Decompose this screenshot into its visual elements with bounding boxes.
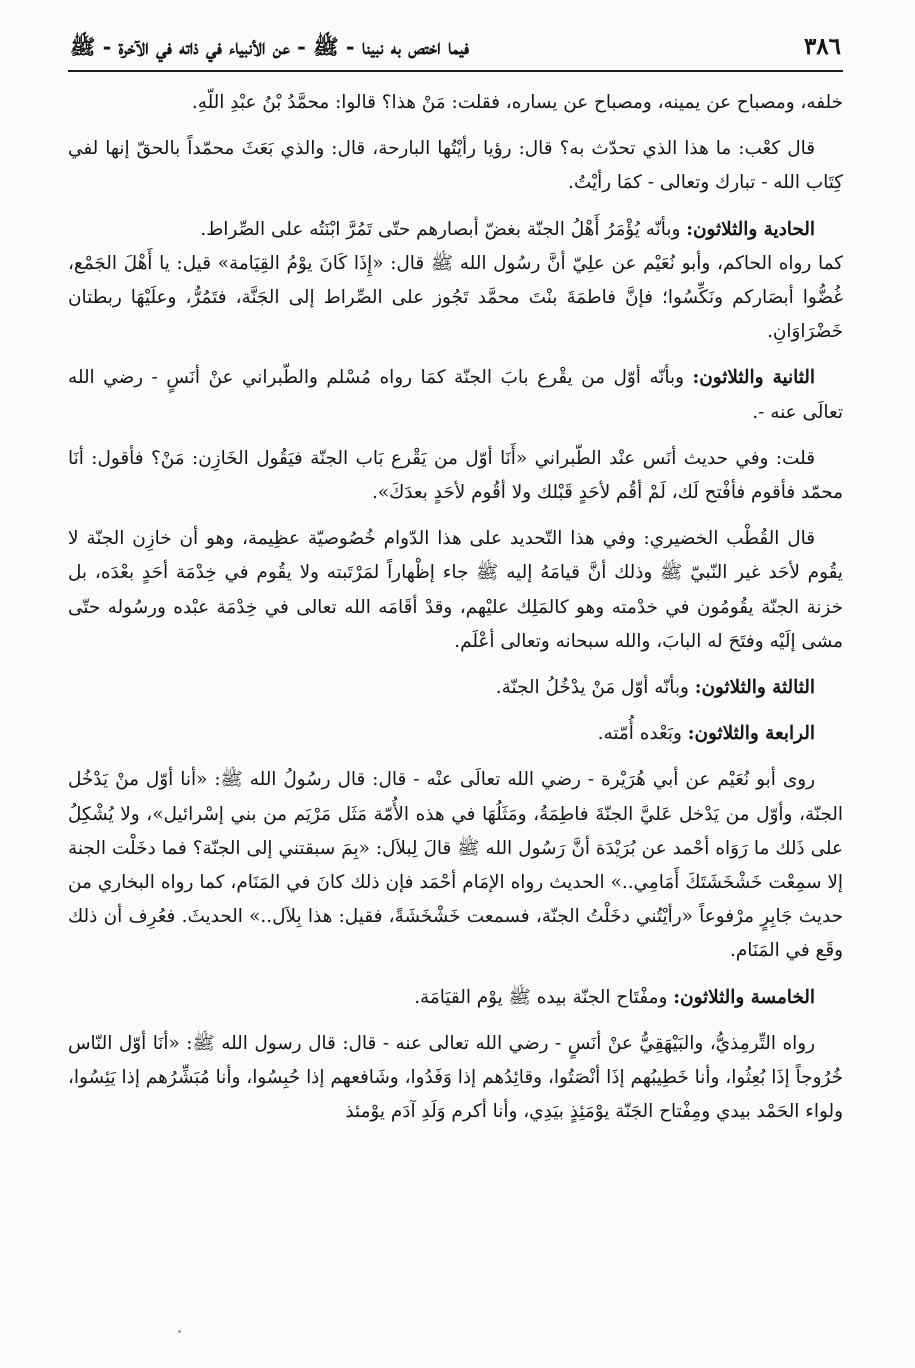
paragraph xyxy=(68,86,843,120)
paragraph-text: قال كعْب: ما هذا الذي تحدّث به؟ قال: رؤيا رأيْتُها البارحة، قال: والذي بَعَثَ محمّداً بالحقّ إنها لفي كِتَاب الله - تبارك وتعالى - كمَا رأيْتُ. xyxy=(68,138,843,194)
body-text xyxy=(68,86,843,1129)
paragraph xyxy=(68,247,843,350)
paragraph xyxy=(68,522,843,659)
running-header xyxy=(68,30,843,68)
section-heading: الخامسة والثلاثون: xyxy=(673,986,815,1008)
paragraph xyxy=(68,442,843,510)
paragraph-text: وبأنّه يُؤْمَرُ أَهْلُ الجنّة بغضّ أبصارهم حتّى تَمُرَّ ابْنَتُه على الصِّراط. xyxy=(200,218,687,240)
paragraph-text: رواه التِّرمِذيُّ، والبَيْهَقِيُّ عنْ أنَسٍ - رضي الله تعالى عنه - قال: قال رسول الله ﷺ: «أنَا أوّل النّاس خُرُوجاً إذَا بُعِثُوا، وأنا خَطِيبُهم إذَا أنْصَتُوا، وقائِدُهم إذا وَفَدُوا، وشَافعهم إذا حُبِسُوا، وأنا مُبَشِّرُهم إذا يَئِسُوا، ولواء الحَمْد بيدي ومِفْتاح الجَنّة يوْمَئِذٍ بيَدِي، وأنا أكرم وَلَدِ آدَم يوْمئذ xyxy=(68,1032,843,1123)
paragraph xyxy=(68,1027,843,1130)
section-paragraph xyxy=(68,717,843,751)
paragraph-text: كما رواه الحاكم، وأبو نُعَيْم عن علِيّ أنَّ رسُول الله ﷺ قال: «إِذَا كَانَ يوْمُ القِيَامة» قيل: يا أَهْلَ الجَمْع، غُضُّوا أبصَاركم ونَكِّسُوا؛ فإنَّ فاطمَةَ بنْتَ محمَّد تَجُوز على الصِّراط إلى الجَنَّة، فتَمُرُّ، وعلَيْهَا ربطتان خَضْرَاوَانِ. xyxy=(68,252,843,343)
paragraph-text: وبَعْده أُمّته. xyxy=(597,723,688,745)
paragraph-text: وبأنّه أوّل مَنْ يدْخُلُ الجنّة. xyxy=(495,677,695,699)
section-paragraph xyxy=(68,213,843,247)
paragraph xyxy=(68,132,843,200)
section-heading: الثانية والثلاثون: xyxy=(692,367,815,389)
paragraph-text: ومفْتَاح الجنّة بيده ﷺ يوْم القيَامَة. xyxy=(414,986,674,1008)
paragraph-text: روى أبو نُعَيْم عن أبي هُرَيْرة - رضي الله تعالَى عنْه - قال: قال رسُولُ الله ﷺ: «أنا أوّل منْ يَدْخُل الجنّة، وأوّل من يَدْخل عَليَّ الجنّةَ فاطِمَةُ، ومَثَلُهَا في هذه الأُمّة مَثَل مَرْيَم من بني إسْرائيل»، ولا يُشْكِلُ على ذَلك ما رَوَاه أحْمد عن بُرَيْدَة أنَّ رَسُول الله ﷺ قالَ لِبلاَل: «بِمَ سبقتني إلى الجنّة؟ فما دخَلْت الجنة إلا سمِعْت خَشْخَشَتَكَ أَمَامِي..» الحديث رواه الإمَام أحْمَد فإن ذلك كانَ في المَنَام، كما رواه البخاري من حديث جَابِرٍ مرْفوعاً «رأيْتُني دخَلْتُ الجنّة، فسمعت خَشْخَشَةً، فقيل: هذا بِلاَل..» الحديثَ. فعُرِف أن ذلك وقَع في المَنَام. xyxy=(68,769,843,962)
paragraph xyxy=(68,763,843,968)
paragraph-text: قال القُطْب الخضيري: وفي هذا التّحديد على هذا الدّوام خُصُوصيّة عظِيمة، وهو أن خازِن الجنّة لا يقُوم لأحَد غير النّبيّ ﷺ وذلك أنَّ قيامَهُ إليه ﷺ جاء إظْهاراً لمَرْتَبته ولا يقُوم في خِدْمَة أحَدٍ بعْدَه، بل خزنة الجنّة يقُومُون في خدْمته وهو كالمَلِك عليْهم، وقدْ أقَامَه الله تعالى في خِدْمَة عبْده ورسُوله حتّى مشى إلَيْه وفتَحَ له البابَ، والله سبحانه وتعالى أعْلَم. xyxy=(68,528,843,652)
section-paragraph xyxy=(68,361,843,429)
paragraph-text: خلفه، ومصباح عن يمينه، ومصباح عن يساره، فقلت: مَنْ هذا؟ قالوا: محمَّدُ بْنُ عبْدِ اللّهِ. xyxy=(191,92,843,113)
section-paragraph xyxy=(68,671,843,705)
section-paragraph xyxy=(68,981,843,1015)
paragraph-text: وبأنّه أوّل من يقْرع بابَ الجنّة كمَا رواه مُسْلم والطّبراني عنْ أنَسٍ - رضي الله تعالَى عنه -. xyxy=(68,367,843,423)
running-title: فيما اختص به نبينا - ﷺ - عن الأنبياء في ذاته في الآخرة - ﷺ xyxy=(70,34,470,59)
page-number: ٣٨٦ xyxy=(803,33,841,60)
section-heading: الرابعة والثلاثون: xyxy=(687,723,815,745)
scan-speck xyxy=(178,1330,181,1333)
section-heading: الحادية والثلاثون: xyxy=(686,218,815,240)
paragraph-text: قلت: وفي حديث أنَس عنْد الطّبراني «أَنَا أوّل من يَقْرع بَاب الجنّة فيَقُول الخَازِن: مَنْ؟ فأقول: أنَا محمّد فأقوم فأفْتح لَك، لَمْ أقُم لأحَدٍ قَبْلك ولا أقُوم لأحَدٍ بعدَكَ». xyxy=(68,447,843,504)
header-divider xyxy=(68,70,843,72)
section-heading: الثالثة والثلاثون: xyxy=(694,677,815,699)
